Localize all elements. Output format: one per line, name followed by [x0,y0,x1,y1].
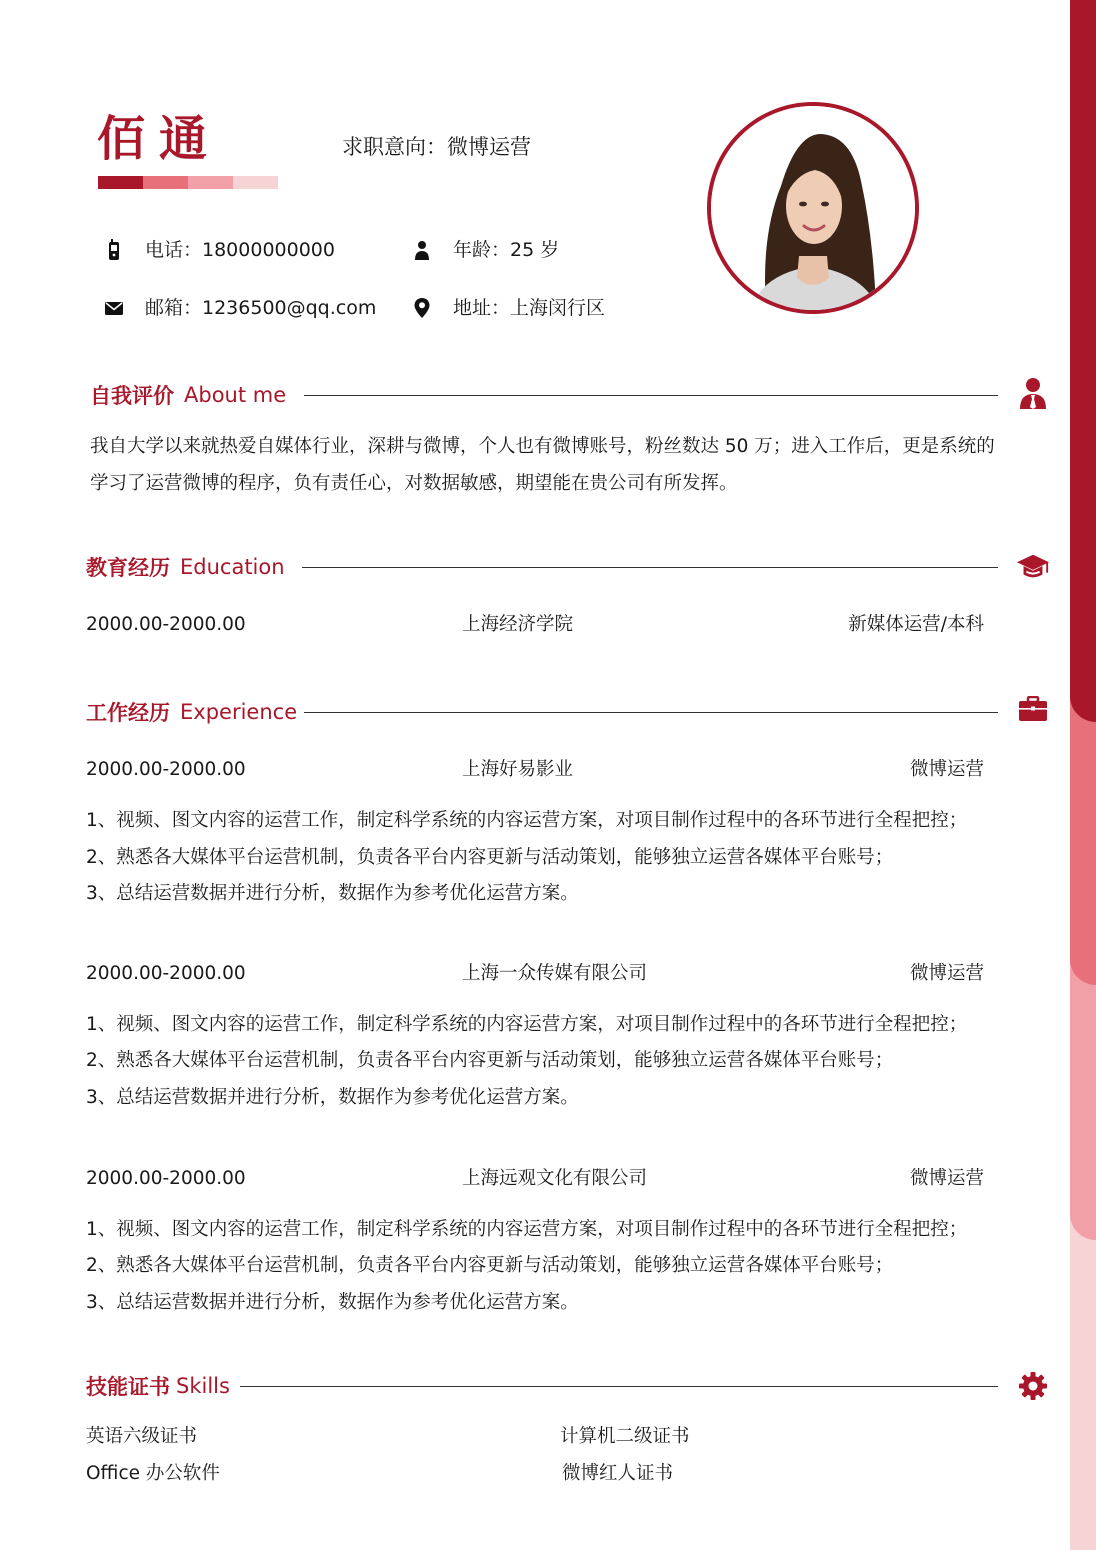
experience-bullet: 1、视频、图文内容的运营工作，制定科学系统的内容运营方案，对项目制作过程中的各环节进行全程把控； [86,810,968,831]
education-school: 上海经济学院 [462,614,574,635]
education-date: 2000.00-2000.00 [86,614,246,635]
experience-company: 上海好易影业 [462,759,574,780]
experience-bullet: 2、熟悉各大媒体平台运营机制，负责各平台内容更新与活动策划，能够独立运营各媒体平台账号； [86,1255,894,1276]
experience-bullet: 1、视频、图文内容的运营工作，制定科学系统的内容运营方案，对项目制作过程中的各环节进行全程把控； [86,1014,968,1035]
education-major: 新媒体运营/本科 [848,614,984,635]
experience-date: 2000.00-2000.00 [86,1168,246,1189]
person-icon [1016,376,1050,410]
section-title-education-cn: 教育经历 [86,556,170,580]
skill-item: 英语六级证书 [86,1426,198,1447]
candidate-name: 佰通 [97,111,222,167]
gear-icon [1016,1369,1050,1403]
edge-bar-dark [1070,0,1096,722]
contact-age [411,236,559,264]
section-divider-about [304,395,998,396]
contact-phone [103,236,335,264]
section-title-skills-en: Skills [176,1374,230,1398]
name-underline-bar [98,176,278,189]
section-title-education [86,551,285,583]
contact-email [103,294,376,322]
skill-item: Office 办公软件 [86,1463,220,1484]
section-divider-education [302,567,998,568]
experience-company: 上海远观文化有限公司 [462,1168,648,1189]
profile-photo [707,102,919,314]
location-pin-icon [411,298,433,318]
person-icon [411,240,433,260]
experience-company: 上海一众传媒有限公司 [462,963,648,984]
section-title-experience [86,696,297,728]
mail-icon [103,302,125,315]
section-title-about-cn: 自我评价 [90,384,174,408]
skill-item: 微博红人证书 [562,1463,674,1484]
experience-bullet: 3、总结运营数据并进行分析，数据作为参考优化运营方案。 [86,883,579,904]
graduation-cap-icon [1016,550,1050,584]
section-title-experience-cn: 工作经历 [86,701,170,725]
age-text: 年龄：25 岁 [453,239,560,261]
about-text: 我自大学以来就热爱自媒体行业，深耕与微博，个人也有微博账号，粉丝数达 50 万；进入工作后，更是系统的学习了运营微博的程序，负有责任心，对数据敏感，期望能在贵公司有所发挥。 [90,436,995,494]
experience-date: 2000.00-2000.00 [86,759,246,780]
experience-role: 微博运营 [909,1168,984,1189]
section-title-skills [86,1370,230,1402]
briefcase-icon [1016,692,1050,726]
section-title-about [90,379,286,411]
skill-item: 计算机二级证书 [560,1426,690,1447]
experience-bullet: 3、总结运营数据并进行分析，数据作为参考优化运营方案。 [86,1292,579,1313]
section-title-education-en: Education [180,555,285,579]
section-divider-experience [304,712,998,713]
contact-address [411,294,605,322]
experience-bullet: 1、视频、图文内容的运营工作，制定科学系统的内容运营方案，对项目制作过程中的各环节进行全程把控； [86,1219,968,1240]
experience-bullet: 2、熟悉各大媒体平台运营机制，负责各平台内容更新与活动策划，能够独立运营各媒体平台账号； [86,1050,894,1071]
section-title-about-en: About me [184,383,287,407]
experience-role: 微博运营 [909,963,984,984]
section-divider-skills [240,1386,998,1387]
experience-date: 2000.00-2000.00 [86,963,246,984]
section-title-skills-cn: 技能证书 [86,1375,170,1399]
phone-icon [103,239,125,261]
experience-bullet: 2、熟悉各大媒体平台运营机制，负责各平台内容更新与活动策划，能够独立运营各媒体平台账号； [86,847,894,868]
job-intent: 求职意向：微博运营 [342,135,531,159]
address-text: 地址：上海闵行区 [453,297,606,319]
experience-bullet: 3、总结运营数据并进行分析，数据作为参考优化运营方案。 [86,1087,579,1108]
phone-text: 电话：18000000000 [145,239,335,261]
experience-role: 微博运营 [909,759,984,780]
email-text: 邮箱：1236500@qq.com [145,297,377,319]
section-title-experience-en: Experience [180,700,298,724]
